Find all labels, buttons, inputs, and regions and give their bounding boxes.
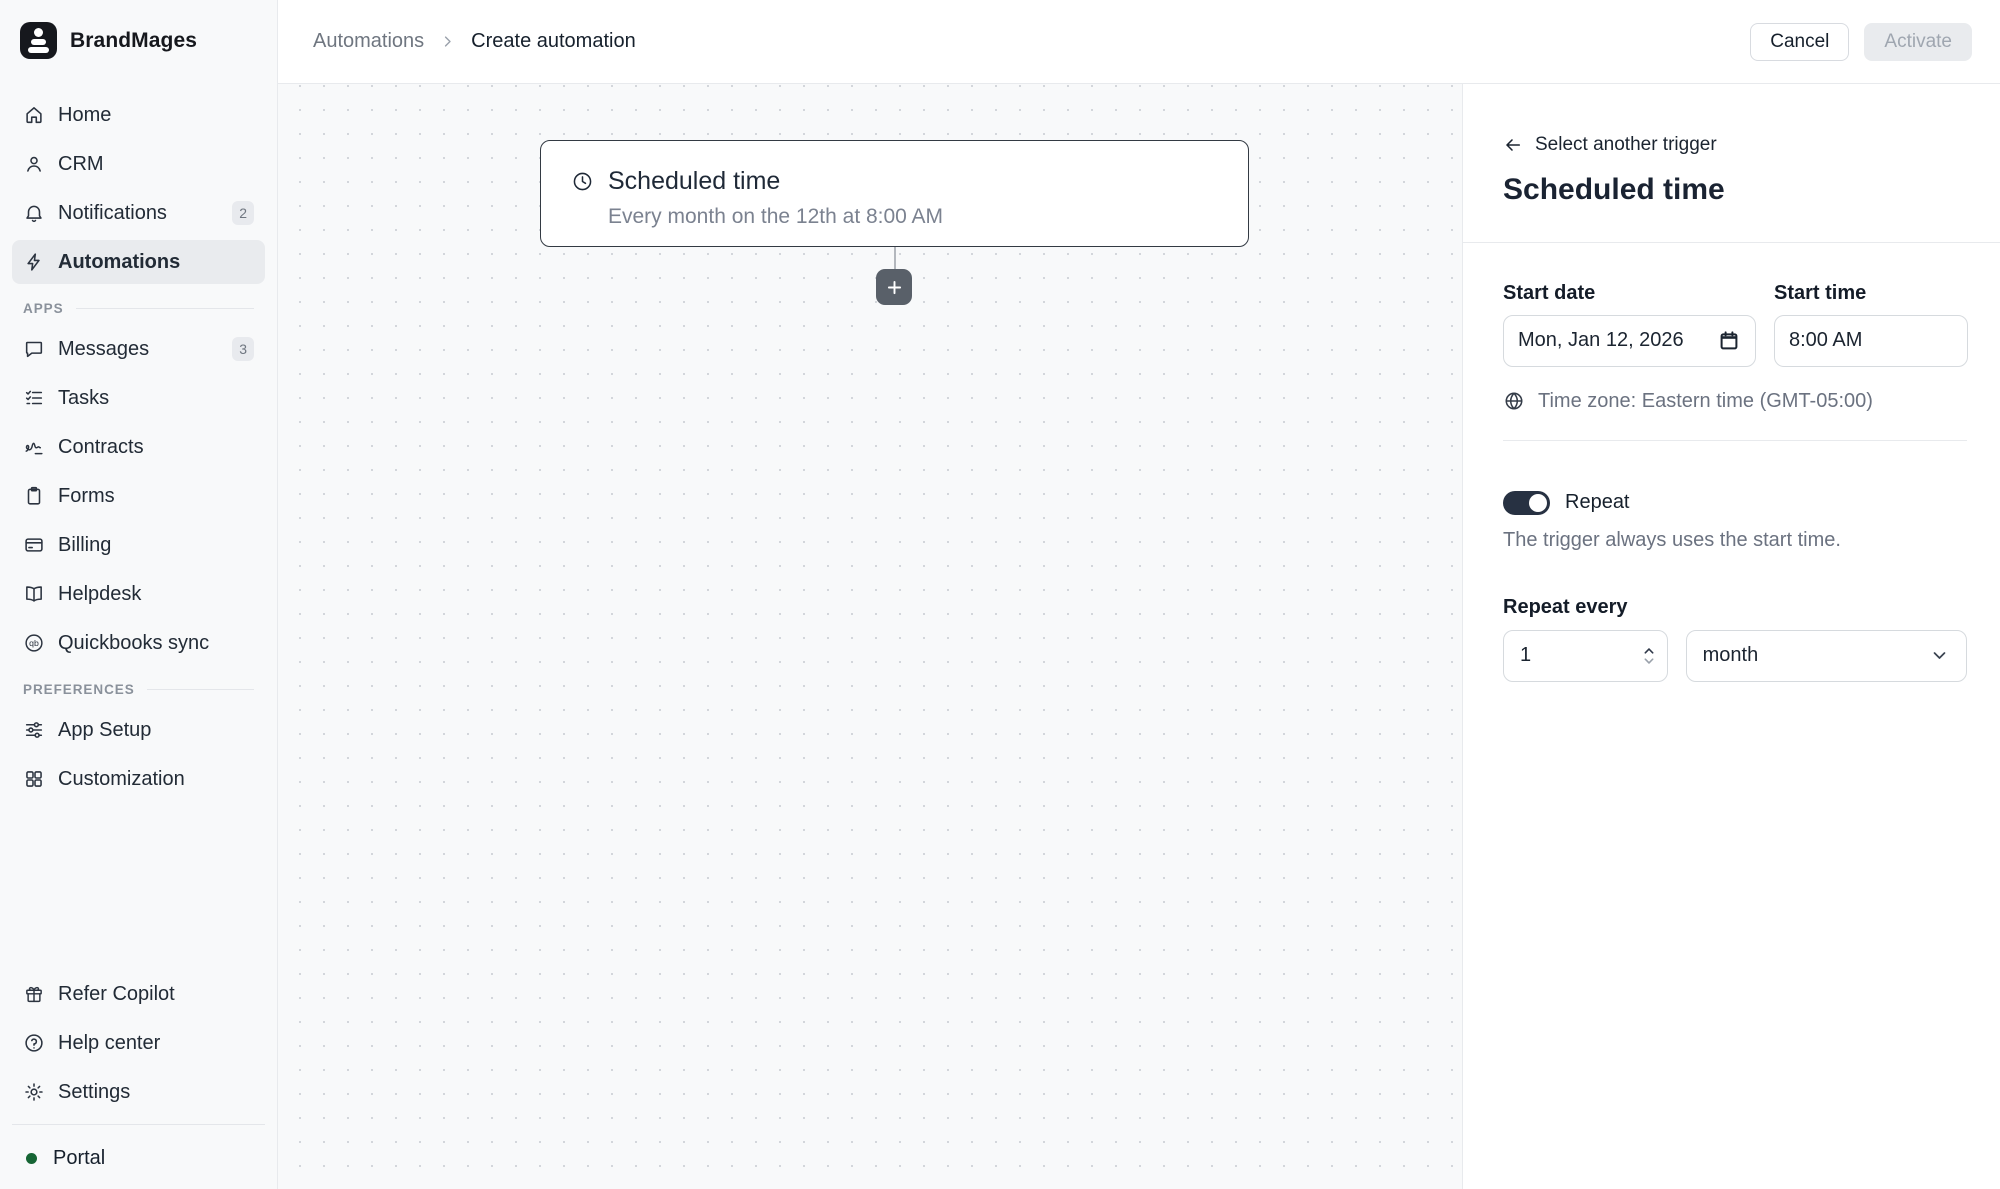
timezone-text: Time zone: Eastern time (GMT-05:00): [1538, 389, 1873, 412]
gear-icon: [23, 1081, 45, 1103]
sidebar: [0, 0, 278, 1189]
sidebar-item-settings[interactable]: [12, 1070, 265, 1114]
sidebar-item-label: Automations: [58, 250, 181, 273]
toggle-knob: [1529, 494, 1547, 512]
sidebar-item-label: Forms: [58, 484, 115, 507]
repeat-row: [1503, 491, 1967, 515]
sidebar-item-helpdesk[interactable]: [12, 572, 265, 616]
start-date-input-wrap: [1503, 315, 1756, 367]
sidebar-item-label: Home: [58, 103, 112, 126]
trigger-config-panel: [1462, 84, 2000, 1189]
sidebar-footer: [12, 972, 265, 1181]
main-area: [278, 0, 2000, 1189]
start-fields-row: [1503, 282, 1967, 367]
panel-body: [1463, 243, 2000, 682]
trigger-card[interactable]: [540, 140, 1249, 247]
sidebar-item-label: Billing: [58, 533, 112, 556]
start-date-label: Start date: [1503, 281, 1596, 304]
calendar-icon[interactable]: [1717, 329, 1741, 353]
chevron-down-icon: [1929, 645, 1950, 666]
person-icon: [23, 153, 45, 175]
repeat-every-row: [1503, 630, 1967, 682]
repeat-label: Repeat: [1565, 491, 1630, 513]
timezone-row: [1503, 390, 1967, 413]
portal-label: Portal: [53, 1146, 106, 1169]
primary-nav: [12, 77, 265, 806]
gift-icon: [23, 983, 45, 1005]
sidebar-spacer: [12, 806, 265, 972]
chat-icon: [23, 338, 45, 360]
breadcrumb-automations-link[interactable]: Automations: [313, 30, 425, 52]
chevron-down-icon[interactable]: [1641, 656, 1657, 667]
sidebar-footer-divider: [12, 1124, 265, 1125]
sidebar-item-label: Refer Copilot: [58, 982, 175, 1005]
sidebar-item-billing[interactable]: [12, 523, 265, 567]
topbar: [278, 0, 2000, 84]
help-icon: [23, 1032, 45, 1054]
sidebar-item-crm[interactable]: [12, 142, 265, 186]
sidebar-item-app-setup[interactable]: [12, 708, 265, 752]
sidebar-item-help-center[interactable]: [12, 1021, 265, 1065]
apps-section-header: [23, 298, 254, 318]
automation-canvas[interactable]: [278, 84, 1462, 1189]
sidebar-item-label: Notifications: [58, 201, 167, 224]
messages-count-badge: 3: [232, 337, 254, 361]
sidebar-item-label: Quickbooks sync: [58, 631, 210, 654]
sidebar-item-tasks[interactable]: [12, 376, 265, 420]
sidebar-item-label: Customization: [58, 767, 185, 790]
interval-input[interactable]: [1520, 644, 1641, 667]
start-date-input[interactable]: [1518, 329, 1717, 352]
sidebar-item-label: CRM: [58, 152, 104, 175]
sidebar-item-refer-copilot[interactable]: [12, 972, 265, 1016]
arrow-left-icon: [1503, 135, 1523, 155]
trigger-card-title: Scheduled time: [608, 167, 781, 195]
clipboard-icon: [23, 485, 45, 507]
sidebar-item-portal[interactable]: [12, 1135, 265, 1181]
notifications-count-badge: 2: [232, 201, 254, 225]
home-icon: [23, 104, 45, 126]
credit-card-icon: [23, 534, 45, 556]
section-divider: [76, 308, 254, 309]
sliders-icon: [23, 719, 45, 741]
apps-section-label: APPS: [23, 300, 64, 316]
add-step-button[interactable]: [876, 269, 912, 305]
start-time-input-wrap: [1774, 315, 1968, 367]
bolt-icon: [23, 251, 45, 273]
sidebar-item-label: Help center: [58, 1031, 161, 1054]
sidebar-item-label: App Setup: [58, 718, 152, 741]
repeat-every-label: Repeat every: [1503, 595, 1628, 618]
book-icon: [23, 583, 45, 605]
chevron-up-icon[interactable]: [1641, 645, 1657, 656]
repeat-description: The trigger always uses the start time.: [1503, 528, 1841, 551]
brand-logo-icon: [20, 22, 57, 59]
sidebar-item-quickbooks-sync[interactable]: [12, 621, 265, 665]
select-another-trigger-link[interactable]: [1503, 134, 1717, 156]
preferences-section-label: PREFERENCES: [23, 681, 135, 697]
sidebar-item-label: Contracts: [58, 435, 144, 458]
globe-icon: [1503, 390, 1525, 412]
breadcrumb-current: Create automation: [471, 30, 636, 52]
start-time-label: Start time: [1774, 281, 1867, 304]
start-time-field: [1774, 282, 1968, 367]
trigger-card-header: [571, 167, 1218, 196]
sidebar-item-automations[interactable]: [12, 240, 265, 284]
chevron-right-icon: [439, 33, 456, 50]
cancel-button[interactable]: Cancel: [1750, 23, 1849, 61]
plus-icon: [884, 277, 905, 298]
brand-name: BrandMages: [70, 28, 198, 52]
sidebar-item-label: Helpdesk: [58, 582, 142, 605]
trigger-card-subtitle: Every month on the 12th at 8:00 AM: [608, 205, 944, 228]
clock-icon: [571, 170, 594, 193]
sidebar-item-label: Messages: [58, 337, 150, 360]
quickbooks-icon: [23, 632, 45, 654]
content: [278, 84, 2000, 1189]
sidebar-item-messages[interactable]: [12, 327, 265, 371]
preferences-section-header: [23, 679, 254, 699]
sidebar-item-contracts[interactable]: [12, 425, 265, 469]
bell-icon: [23, 202, 45, 224]
sidebar-item-home[interactable]: [12, 93, 265, 137]
start-date-field: [1503, 282, 1756, 367]
checklist-icon: [23, 387, 45, 409]
interval-input-wrap: [1503, 630, 1668, 682]
sidebar-item-forms[interactable]: [12, 474, 265, 518]
signature-icon: [23, 436, 45, 458]
svg-text:qb: qb: [29, 638, 39, 649]
panel-section-divider: [1503, 440, 1967, 441]
panel-header: [1463, 84, 2000, 208]
panel-title: Scheduled time: [1503, 173, 1725, 206]
repeat-toggle[interactable]: [1503, 491, 1550, 515]
node-connector-line: [894, 247, 896, 270]
back-link-label: Select another trigger: [1535, 134, 1717, 155]
sidebar-item-label: Tasks: [58, 386, 110, 409]
section-divider: [147, 689, 254, 690]
topbar-actions: [1750, 23, 1972, 61]
grid-icon: [23, 768, 45, 790]
sidebar-item-label: Settings: [58, 1080, 131, 1103]
interval-stepper[interactable]: [1641, 645, 1657, 667]
start-time-input[interactable]: [1789, 329, 1953, 352]
unit-select[interactable]: [1686, 630, 1967, 682]
portal-status-dot-icon: [26, 1153, 37, 1164]
brand: [12, 0, 265, 77]
sidebar-item-customization[interactable]: [12, 757, 265, 801]
activate-button[interactable]: Activate: [1864, 23, 1972, 61]
breadcrumb: [313, 30, 636, 53]
unit-select-value: month: [1702, 644, 1759, 666]
sidebar-item-notifications[interactable]: [12, 191, 265, 235]
